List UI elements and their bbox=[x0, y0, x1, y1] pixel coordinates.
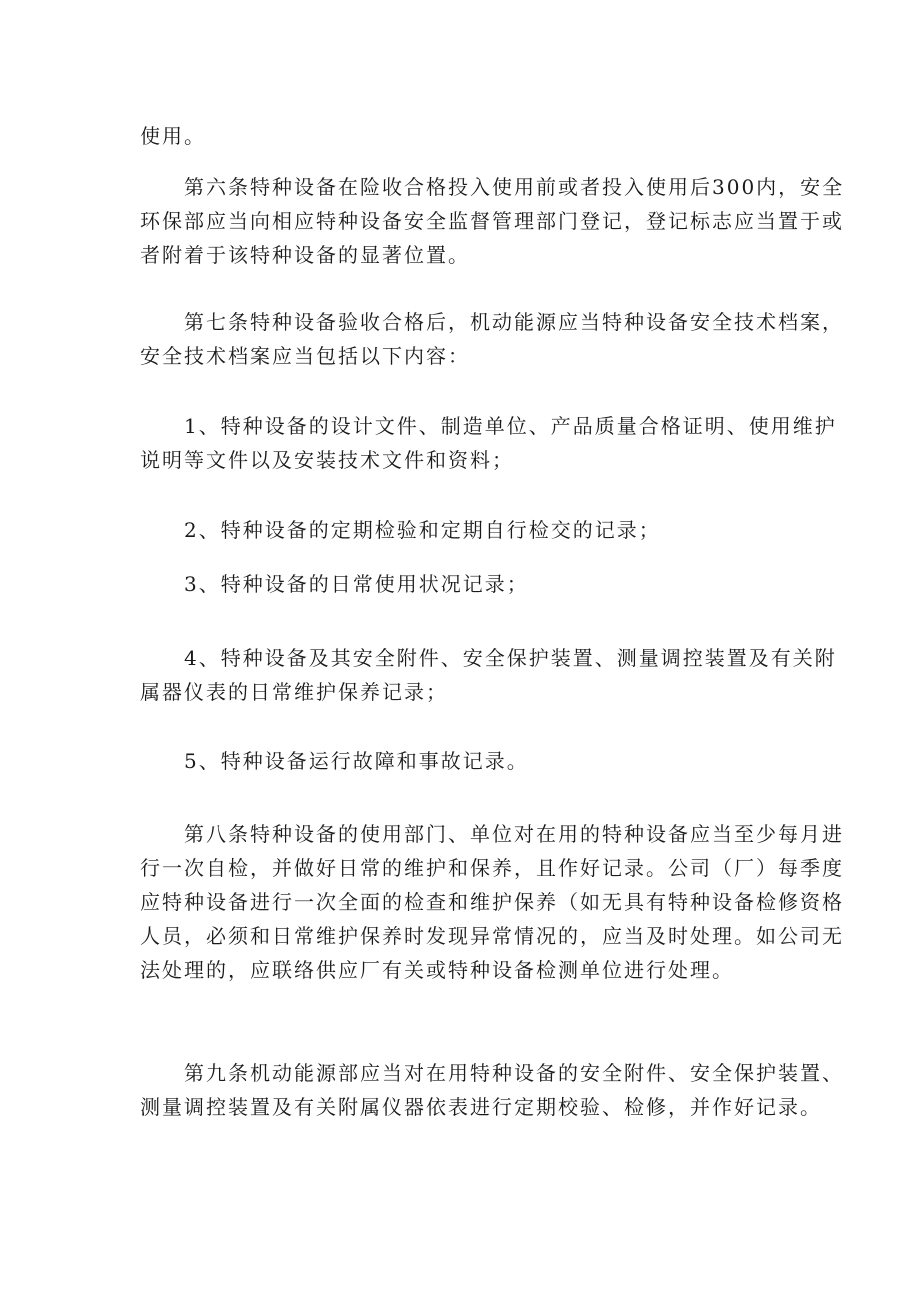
text-line: 人员，必须和日常维护保养时发现异常情况的，应当及时处理。如公司无 bbox=[140, 924, 844, 948]
paragraph-continuation bbox=[140, 119, 780, 153]
paragraph-article-7 bbox=[140, 305, 844, 373]
text-line: 第六条特种设备在险收合格投入使用前或者投入使用后300内，安全 bbox=[140, 175, 845, 199]
text-line: 法处理的，应联络供应厂有关或特种设备检测单位进行处理。 bbox=[140, 958, 734, 982]
list-item-3 bbox=[140, 567, 780, 601]
text-line: 4、特种设备及其安全附件、安全保护装置、测量调控装置及有关附 bbox=[140, 646, 837, 670]
paragraph-article-8 bbox=[140, 817, 844, 987]
text-line: 说明等文件以及安装技术文件和资料； bbox=[140, 448, 514, 472]
text-line: 5、特种设备运行故障和事故记录。 bbox=[140, 749, 529, 773]
list-item-4 bbox=[140, 641, 837, 709]
list-item-2 bbox=[140, 513, 780, 547]
text-line: 行一次自检，并做好日常的维护和保养，且作好记录。公司（厂）每季度 bbox=[140, 856, 844, 880]
list-item-1 bbox=[140, 409, 837, 477]
text-line: 第八条特种设备的使用部门、单位对在用的特种设备应当至少每月进 bbox=[140, 822, 844, 846]
text-line: 1、特种设备的设计文件、制造单位、产品质量合格证明、使用维护 bbox=[140, 414, 837, 438]
paragraph-article-6 bbox=[140, 170, 845, 272]
text-line: 测量调控装置及有关附属仪器依表进行定期校验、检修，并作好记录。 bbox=[140, 1095, 822, 1119]
text-line: 者附着于该特种设备的显著位置。 bbox=[140, 243, 470, 267]
text-line: 3、特种设备的日常使用状况记录； bbox=[140, 572, 529, 596]
text-line: 属器仪表的日常维护保养记录； bbox=[140, 680, 448, 704]
text-line: 环保部应当向相应特种设备安全监督管理部门登记，登记标志应当置于或 bbox=[140, 209, 844, 233]
text-line: 应特种设备进行一次全面的检查和维护保养（如无具有特种设备检修资格 bbox=[140, 890, 844, 914]
list-item-5 bbox=[140, 744, 780, 778]
text-line: 第七条特种设备验收合格后，机动能源应当特种设备安全技术档案， bbox=[140, 310, 844, 334]
text-line: 第九条机动能源部应当对在用特种设备的安全附件、安全保护装置、 bbox=[140, 1061, 844, 1085]
text-line: 使用。 bbox=[140, 124, 206, 148]
text-line: 2、特种设备的定期检验和定期自行检交的记录； bbox=[140, 518, 661, 542]
paragraph-article-9 bbox=[140, 1056, 844, 1124]
text-line: 安全技术档案应当包括以下内容： bbox=[140, 344, 470, 368]
